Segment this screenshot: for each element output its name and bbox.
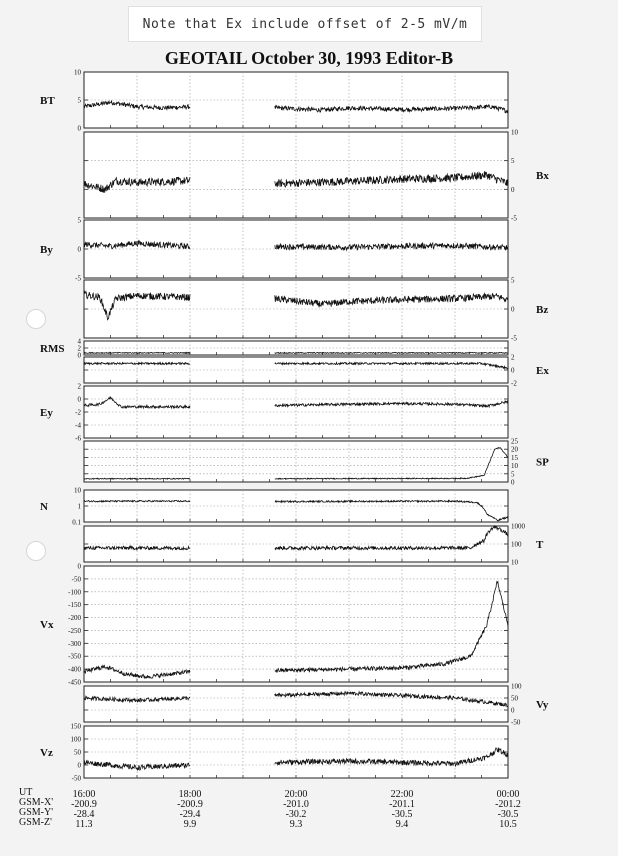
tick-label: -350 (68, 652, 81, 661)
panel-label-bz: Bz (536, 304, 549, 316)
tick-label: 10 (511, 558, 518, 567)
x-tick-label: 00:00 (496, 789, 520, 800)
position-value: 9.4 (395, 819, 409, 830)
tick-label: -6 (75, 434, 81, 443)
note-text: Note that Ex include offset of 2-5 mV/m (142, 16, 468, 32)
tick-label: -50 (71, 774, 81, 783)
tick-label: -450 (68, 678, 81, 687)
panel-label-rms: RMS (40, 343, 65, 355)
tick-label: -200 (68, 614, 81, 623)
position-value: -28.4 (73, 809, 95, 820)
tick-label: 50 (511, 694, 518, 703)
tick-label: 2 (77, 382, 81, 391)
x-tick-label: 20:00 (284, 789, 308, 800)
tick-label: 10 (74, 68, 81, 77)
tick-label: 100 (70, 735, 81, 744)
tick-label: 10 (511, 128, 518, 137)
panel-frame (84, 441, 508, 482)
tick-label: 100 (511, 540, 522, 549)
tick-label: 5 (511, 470, 515, 479)
panel-label-vz: Vz (40, 747, 53, 759)
tick-label: 0 (77, 351, 81, 360)
tick-label: 0 (511, 366, 515, 375)
tick-label: 5 (77, 216, 81, 225)
series-line-rms (84, 352, 190, 353)
tick-label: 5 (511, 276, 515, 285)
tick-label: 50 (74, 748, 81, 757)
tick-label: -5 (511, 334, 517, 343)
tick-label: 2 (77, 344, 81, 353)
position-value: 9.3 (289, 819, 303, 830)
tick-label: 25 (511, 437, 518, 446)
position-value: -200.9 (177, 799, 203, 810)
tick-label: -250 (68, 626, 81, 635)
panel-label-n: N (40, 501, 48, 513)
position-value: 11.3 (75, 819, 93, 830)
tick-label: 150 (70, 722, 81, 731)
panel-label-vy: Vy (536, 699, 549, 711)
tick-label: -150 (68, 601, 81, 610)
tick-label: 0 (77, 395, 81, 404)
tick-label: 100 (511, 682, 522, 691)
position-value: -30.2 (285, 809, 307, 820)
tick-label: -4 (75, 421, 81, 430)
tick-label: 10 (511, 462, 518, 471)
position-value: 10.5 (499, 819, 517, 830)
position-value: -201.0 (283, 799, 309, 810)
footer-row-label: GSM-Z' (19, 817, 52, 828)
tick-label: 0 (511, 305, 515, 314)
tick-label: -2 (511, 379, 517, 388)
tick-label: 5 (511, 157, 515, 166)
panel-label-bt: BT (40, 95, 55, 107)
panel-label-ey: Ey (40, 407, 53, 419)
position-value: -200.9 (71, 799, 97, 810)
chart-title: GEOTAIL October 30, 1993 Editor-B (164, 48, 454, 68)
tick-label: 0 (511, 706, 515, 715)
tick-label: 5 (77, 96, 81, 105)
panel-label-bx: Bx (536, 170, 549, 182)
panel-label-t: T (536, 539, 544, 551)
panel-label-ex: Ex (536, 365, 549, 377)
position-value: -29.4 (179, 809, 201, 820)
x-tick-label: 18:00 (178, 789, 202, 800)
tick-label: 1 (77, 502, 81, 511)
footer-row-label: GSM-Y' (19, 807, 54, 818)
tick-label: 0 (77, 245, 81, 254)
tick-label: 2 (511, 353, 515, 362)
position-value: -30.5 (391, 809, 413, 820)
tick-label: -5 (511, 214, 517, 223)
tick-label: 0 (511, 478, 515, 487)
tick-label: 0 (77, 761, 81, 770)
footer-row-label: UT (19, 787, 33, 798)
position-value: 9.9 (183, 819, 197, 830)
position-value: -30.5 (497, 809, 519, 820)
tick-label: 4 (77, 337, 81, 346)
position-value: -201.2 (495, 799, 521, 810)
tick-label: -400 (68, 665, 81, 674)
tick-label: 1000 (511, 522, 525, 531)
tick-label: 20 (511, 445, 518, 454)
tick-label: 10 (74, 486, 81, 495)
tick-label: 0.1 (72, 518, 81, 527)
tick-label: 0 (77, 124, 81, 133)
footer-row-label: GSM-X' (19, 797, 54, 808)
tick-label: -50 (511, 718, 521, 727)
tick-label: -2 (75, 408, 81, 417)
tick-label: 15 (511, 453, 518, 462)
tick-label: 0 (511, 185, 515, 194)
position-value: -201.1 (389, 799, 415, 810)
tick-label: -50 (71, 575, 81, 584)
x-tick-label: 16:00 (72, 789, 96, 800)
panel-label-vx: Vx (40, 619, 54, 631)
tick-label: -300 (68, 639, 81, 648)
tick-label: 0 (77, 562, 81, 571)
panel-label-sp: SP (536, 456, 549, 469)
tick-label: -5 (75, 274, 81, 283)
x-tick-label: 22:00 (390, 789, 414, 800)
tick-label: -100 (68, 588, 81, 597)
panel-label-by: By (40, 244, 53, 256)
